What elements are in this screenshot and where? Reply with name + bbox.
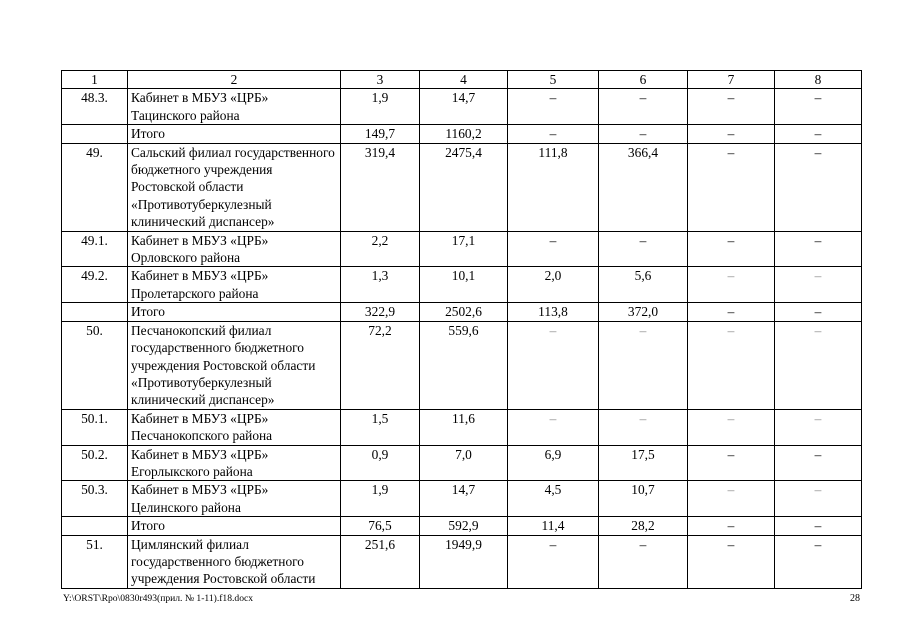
table-row xyxy=(62,409,862,445)
cell-col-5: 2,0 xyxy=(508,267,599,303)
cell-col-7: – xyxy=(688,321,775,409)
row-number: 49.2. xyxy=(62,267,128,303)
cell-col-4: 2475,4 xyxy=(420,143,508,231)
cell-col-7: – xyxy=(688,303,775,321)
cell-col-6: 17,5 xyxy=(599,445,688,481)
row-name: Итого xyxy=(128,303,341,321)
footer-file-path: Y:\ORST\Rpo\0830r493(прил. № 1-11).f18.docx xyxy=(63,593,254,604)
cell-col-4: 10,1 xyxy=(420,267,508,303)
data-table xyxy=(61,70,862,589)
cell-col-4: 2502,6 xyxy=(420,303,508,321)
cell-col-4: 7,0 xyxy=(420,445,508,481)
row-number: 48.3. xyxy=(62,89,128,125)
table-row xyxy=(62,445,862,481)
row-name: Песчанокопский филиал государственного бюджетного учреждения Ростовской области «Противотуберкулезный клинический диспансер» xyxy=(128,321,341,409)
row-name: Итого xyxy=(128,125,341,143)
table-header-row xyxy=(62,71,862,89)
header-cell-7: 7 xyxy=(688,71,775,89)
cell-col-5: – xyxy=(508,89,599,125)
cell-col-3: 72,2 xyxy=(341,321,420,409)
cell-col-5: – xyxy=(508,125,599,143)
cell-col-3: 76,5 xyxy=(341,517,420,535)
cell-col-3: 1,5 xyxy=(341,409,420,445)
cell-col-6: 5,6 xyxy=(599,267,688,303)
cell-col-7: – xyxy=(688,143,775,231)
cell-col-3: 251,6 xyxy=(341,535,420,588)
table-row-total xyxy=(62,517,862,535)
cell-col-6: – xyxy=(599,125,688,143)
row-number: 49.1. xyxy=(62,231,128,267)
cell-col-3: 319,4 xyxy=(341,143,420,231)
cell-col-3: 322,9 xyxy=(341,303,420,321)
cell-col-8: – xyxy=(775,517,862,535)
row-number: 50.3. xyxy=(62,481,128,517)
cell-col-5: 4,5 xyxy=(508,481,599,517)
cell-col-7: – xyxy=(688,535,775,588)
cell-col-7: – xyxy=(688,231,775,267)
cell-col-8: – xyxy=(775,303,862,321)
table-row xyxy=(62,321,862,409)
cell-col-3: 0,9 xyxy=(341,445,420,481)
row-name: Кабинет в МБУЗ «ЦРБ» Тацинского района xyxy=(128,89,341,125)
row-name: Кабинет в МБУЗ «ЦРБ» Целинского района xyxy=(128,481,341,517)
cell-col-6: 366,4 xyxy=(599,143,688,231)
cell-col-4: 559,6 xyxy=(420,321,508,409)
cell-col-8: – xyxy=(775,267,862,303)
cell-col-8: – xyxy=(775,143,862,231)
cell-col-3: 1,3 xyxy=(341,267,420,303)
cell-col-3: 2,2 xyxy=(341,231,420,267)
cell-col-6: 10,7 xyxy=(599,481,688,517)
cell-col-5: 6,9 xyxy=(508,445,599,481)
cell-col-4: 1949,9 xyxy=(420,535,508,588)
row-name: Кабинет в МБУЗ «ЦРБ» Егорлыкского района xyxy=(128,445,341,481)
row-number xyxy=(62,517,128,535)
cell-col-8: – xyxy=(775,89,862,125)
cell-col-6: – xyxy=(599,89,688,125)
row-name: Сальский филиал государственного бюджетного учреждения Ростовской области «Противотуберкулезный клинический диспансер» xyxy=(128,143,341,231)
cell-col-6: – xyxy=(599,231,688,267)
cell-col-4: 1160,2 xyxy=(420,125,508,143)
cell-col-7: – xyxy=(688,409,775,445)
table-row xyxy=(62,267,862,303)
row-number: 50. xyxy=(62,321,128,409)
row-number: 50.1. xyxy=(62,409,128,445)
cell-col-7: – xyxy=(688,89,775,125)
header-cell-4: 4 xyxy=(420,71,508,89)
cell-col-7: – xyxy=(688,517,775,535)
row-number xyxy=(62,125,128,143)
table-row-total xyxy=(62,303,862,321)
cell-col-3: 1,9 xyxy=(341,89,420,125)
header-cell-8: 8 xyxy=(775,71,862,89)
row-name: Кабинет в МБУЗ «ЦРБ» Песчанокопского района xyxy=(128,409,341,445)
table-row xyxy=(62,481,862,517)
cell-col-6: 28,2 xyxy=(599,517,688,535)
cell-col-5: 11,4 xyxy=(508,517,599,535)
cell-col-7: – xyxy=(688,125,775,143)
cell-col-3: 149,7 xyxy=(341,125,420,143)
cell-col-3: 1,9 xyxy=(341,481,420,517)
row-name: Кабинет в МБУЗ «ЦРБ» Пролетарского района xyxy=(128,267,341,303)
cell-col-5: 113,8 xyxy=(508,303,599,321)
footer-page-number: 28 xyxy=(850,593,860,604)
table-row xyxy=(62,535,862,588)
row-name: Цимлянский филиал государственного бюджетного учреждения Ростовской области xyxy=(128,535,341,588)
cell-col-4: 11,6 xyxy=(420,409,508,445)
table-row xyxy=(62,143,862,231)
table-row-total xyxy=(62,125,862,143)
cell-col-6: – xyxy=(599,535,688,588)
cell-col-7: – xyxy=(688,445,775,481)
cell-col-8: – xyxy=(775,321,862,409)
cell-col-5: – xyxy=(508,231,599,267)
row-number xyxy=(62,303,128,321)
cell-col-5: – xyxy=(508,409,599,445)
cell-col-8: – xyxy=(775,125,862,143)
cell-col-8: – xyxy=(775,481,862,517)
cell-col-4: 14,7 xyxy=(420,89,508,125)
header-cell-6: 6 xyxy=(599,71,688,89)
row-number: 50.2. xyxy=(62,445,128,481)
row-name: Кабинет в МБУЗ «ЦРБ» Орловского района xyxy=(128,231,341,267)
row-name: Итого xyxy=(128,517,341,535)
cell-col-6: – xyxy=(599,409,688,445)
header-cell-1: 1 xyxy=(62,71,128,89)
table-row xyxy=(62,89,862,125)
cell-col-8: – xyxy=(775,535,862,588)
cell-col-5: 111,8 xyxy=(508,143,599,231)
cell-col-7: – xyxy=(688,267,775,303)
row-number: 49. xyxy=(62,143,128,231)
cell-col-6: 372,0 xyxy=(599,303,688,321)
cell-col-7: – xyxy=(688,481,775,517)
table-row xyxy=(62,231,862,267)
cell-col-5: – xyxy=(508,535,599,588)
cell-col-4: 592,9 xyxy=(420,517,508,535)
cell-col-6: – xyxy=(599,321,688,409)
cell-col-8: – xyxy=(775,231,862,267)
cell-col-8: – xyxy=(775,445,862,481)
header-cell-2: 2 xyxy=(128,71,341,89)
cell-col-4: 14,7 xyxy=(420,481,508,517)
cell-col-4: 17,1 xyxy=(420,231,508,267)
cell-col-5: – xyxy=(508,321,599,409)
header-cell-3: 3 xyxy=(341,71,420,89)
header-cell-5: 5 xyxy=(508,71,599,89)
row-number: 51. xyxy=(62,535,128,588)
cell-col-8: – xyxy=(775,409,862,445)
